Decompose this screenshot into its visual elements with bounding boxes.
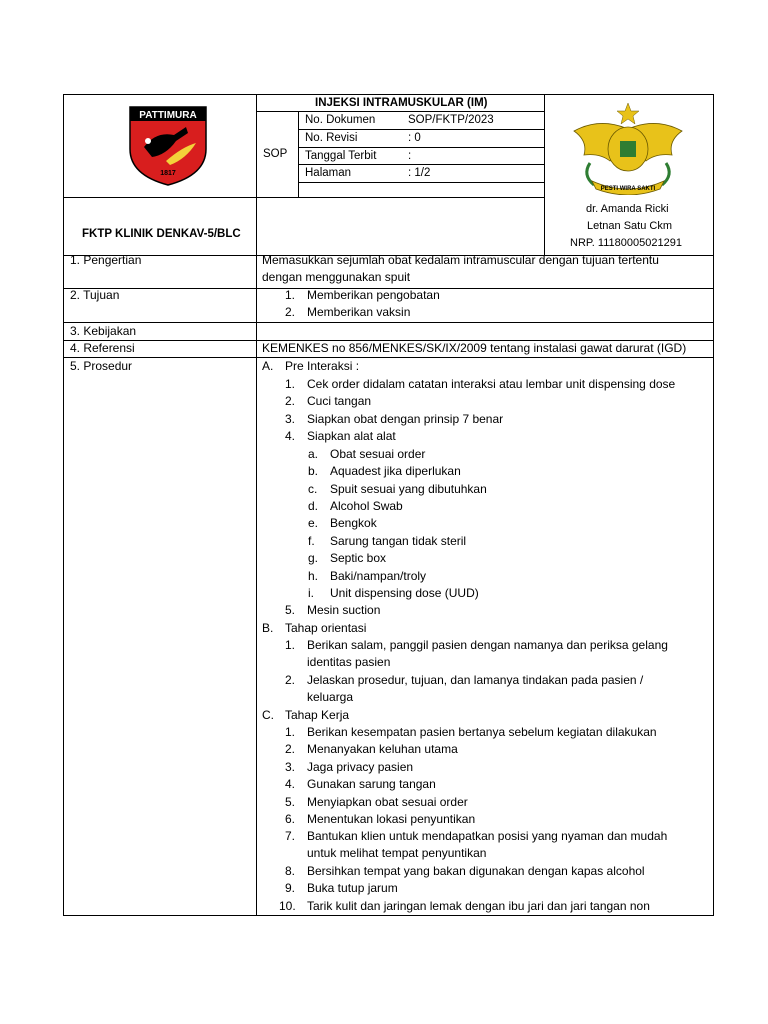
document-title: INJEKSI INTRAMUSKULAR (IM) <box>315 97 488 109</box>
b-item-2-cont: keluarga <box>307 690 354 704</box>
army-emblem-logo <box>570 101 686 195</box>
c-item-5: Menyiapkan obat sesuai order <box>307 795 468 809</box>
meta-value-tanggal-terbit: : <box>408 150 412 162</box>
a-num-2: 2. <box>285 394 296 408</box>
pattimura-logo <box>126 103 210 187</box>
meta-label-no-dokumen: No. Dokumen <box>305 114 376 126</box>
c-num-10: 10. <box>279 899 296 913</box>
meta-value-no-dokumen: SOP/FKTP/2023 <box>408 114 494 126</box>
b-item-1: Berikan salam, panggil pasien dengan namanya dan periksa gelang <box>307 638 668 652</box>
c-item-10: Tarik kulit dan jaringan lemak dengan ibu jari dan jari tangan non <box>307 899 650 913</box>
pengertian-line-2: dengan menggunakan spuit <box>262 270 411 284</box>
c-item-2: Menanyakan keluhan utama <box>307 742 458 756</box>
c-item-9: Buka tutup jarum <box>307 881 398 895</box>
a-sub-num-i: i. <box>308 586 314 600</box>
meta-value-no-revisi: : 0 <box>408 132 421 144</box>
c-item-6: Menentukan lokasi penyuntikan <box>307 812 476 826</box>
c-num-6: 6. <box>285 812 296 826</box>
b-num-1: 1. <box>285 638 296 652</box>
clinic-name: FKTP KLINIK DENKAV-5/BLC <box>82 228 241 240</box>
c-num-9: 9. <box>285 881 296 895</box>
label-kebijakan: 3. Kebijakan <box>70 324 137 338</box>
prosedur-b-letter: B. <box>262 621 274 635</box>
tujuan-num-1: 1. <box>285 288 296 302</box>
label-referensi: 4. Referensi <box>70 341 135 355</box>
label-pengertian: 1. Pengertian <box>70 253 142 267</box>
c-num-8: 8. <box>285 864 296 878</box>
meta-label-halaman: Halaman <box>305 167 352 179</box>
signer-rank: Letnan Satu Ckm <box>587 220 672 232</box>
b-num-2: 2. <box>285 673 296 687</box>
a-sub-num-a: a. <box>308 447 319 461</box>
a-item-4: Siapkan alat alat <box>307 429 396 443</box>
a-sub-h: Baki/nampan/troly <box>330 569 427 583</box>
c-num-4: 4. <box>285 777 296 791</box>
a-item-1: Cek order didalam catatan interaksi atau lembar unit dispensing dose <box>307 377 676 391</box>
a-item-2: Cuci tangan <box>307 394 372 408</box>
c-num-2: 2. <box>285 742 296 756</box>
a-sub-i: Unit dispensing dose (UUD) <box>330 586 479 600</box>
a-sub-d: Alcohol Swab <box>330 499 403 513</box>
c-item-1: Berikan kesempatan pasien bertanya sebelum kegiatan dilakukan <box>307 725 657 739</box>
tujuan-item-1: Memberikan pengobatan <box>307 288 440 302</box>
a-item-3: Siapkan obat dengan prinsip 7 benar <box>307 412 504 426</box>
c-item-3: Jaga privacy pasien <box>307 760 414 774</box>
prosedur-c-letter: C. <box>262 708 274 722</box>
a-item-5: Mesin suction <box>307 603 381 617</box>
a-num-1: 1. <box>285 377 296 391</box>
a-sub-num-b: b. <box>308 464 319 478</box>
prosedur-a-letter: A. <box>262 359 274 373</box>
label-tujuan: 2. Tujuan <box>70 288 120 302</box>
a-num-5: 5. <box>285 603 296 617</box>
a-sub-num-f: f. <box>308 534 315 548</box>
c-num-5: 5. <box>285 795 296 809</box>
pattimura-logo-year: 1817 <box>160 170 176 177</box>
a-sub-a: Obat sesuai order <box>330 447 426 461</box>
c-num-3: 3. <box>285 760 296 774</box>
signer-name: dr. Amanda Ricki <box>586 203 669 215</box>
prosedur-c-title: Tahap Kerja <box>285 708 350 722</box>
a-sub-e: Bengkok <box>330 516 377 530</box>
signer-nrp: NRP. 11180005021291 <box>570 237 682 249</box>
label-prosedur: 5. Prosedur <box>70 359 133 373</box>
pengertian-line-1: Memasukkan sejumlah obat kedalam intramuscular dengan tujuan tertentu <box>262 253 659 267</box>
b-item-1-cont: identitas pasien <box>307 655 391 669</box>
c-item-8: Bersihkan tempat yang bakan digunakan dengan kapas alcohol <box>307 864 645 878</box>
c-item-7-cont: untuk melihat tempat penyuntikan <box>307 846 487 860</box>
pattimura-logo-text: PATTIMURA <box>139 110 197 121</box>
a-sub-f: Sarung tangan tidak steril <box>330 534 467 548</box>
army-emblem-motto: PESTI WIRA SAKTI <box>600 186 656 192</box>
tujuan-item-2: Memberikan vaksin <box>307 305 411 319</box>
a-sub-num-e: e. <box>308 516 319 530</box>
a-num-3: 3. <box>285 412 296 426</box>
sop-label: SOP <box>263 148 288 160</box>
a-sub-b: Aquadest jika diperlukan <box>330 464 461 478</box>
a-num-4: 4. <box>285 429 296 443</box>
prosedur-a-title: Pre Interaksi : <box>285 359 360 373</box>
meta-label-no-revisi: No. Revisi <box>305 132 358 144</box>
c-num-1: 1. <box>285 725 296 739</box>
a-sub-num-d: d. <box>308 499 319 513</box>
c-num-7: 7. <box>285 829 296 843</box>
referensi-text: KEMENKES no 856/MENKES/SK/IX/2009 tentang instalasi gawat darurat (IGD) <box>262 341 687 355</box>
meta-label-tanggal-terbit: Tanggal Terbit <box>305 150 377 162</box>
c-item-7: Bantukan klien untuk mendapatkan posisi yang nyaman dan mudah <box>307 829 668 843</box>
prosedur-b-title: Tahap orientasi <box>285 621 367 635</box>
a-sub-num-h: h. <box>308 569 319 583</box>
a-sub-num-g: g. <box>308 551 319 565</box>
b-item-2: Jelaskan prosedur, tujuan, dan lamanya tindakan pada pasien / <box>307 673 644 687</box>
a-sub-num-c: c. <box>308 482 318 496</box>
a-sub-c: Spuit sesuai yang dibutuhkan <box>330 482 487 496</box>
c-item-4: Gunakan sarung tangan <box>307 777 436 791</box>
tujuan-num-2: 2. <box>285 305 296 319</box>
a-sub-g: Septic box <box>330 551 387 565</box>
meta-value-halaman: : 1/2 <box>408 167 431 179</box>
